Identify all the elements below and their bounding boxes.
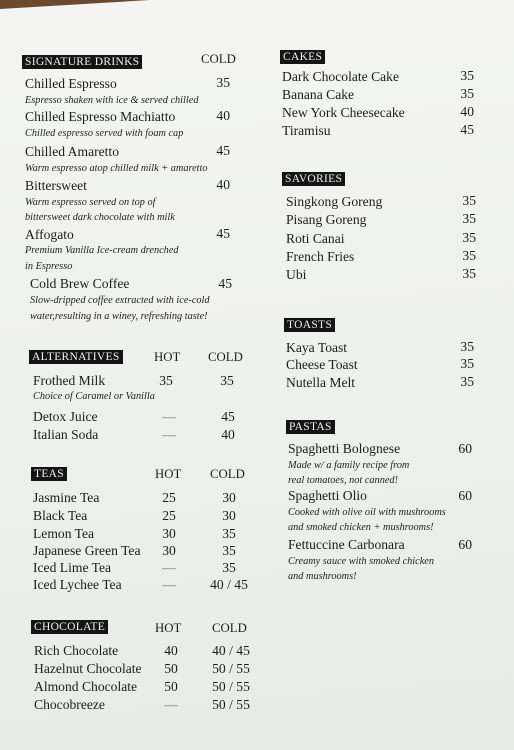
menu-item-name: Japanese Green Tea <box>33 543 141 558</box>
menu-item-name: Banana Cake <box>282 87 355 102</box>
menu-item-description: and smoked chicken + mushrooms! <box>288 522 434 533</box>
section-header-savories: SAVORIES <box>282 172 345 186</box>
menu-item-price-cold: 50 / 55 <box>212 661 250 676</box>
menu-item-price-cold: 35 <box>222 560 236 575</box>
column-header-cold: COLD <box>201 52 236 66</box>
menu-item-price: 40 <box>460 104 474 119</box>
menu-item-price: 60 <box>458 441 472 456</box>
menu-item-name: Spaghetti Olio <box>288 488 367 503</box>
menu-item-price-hot: 50 <box>164 679 178 694</box>
menu-item-name: Singkong Goreng <box>286 194 383 209</box>
menu-item-name: Lemon Tea <box>33 526 95 541</box>
menu-item-price-cold: 40 <box>216 108 230 123</box>
menu-item-name: Spaghetti Bolognese <box>288 441 401 456</box>
menu-item-name: Kaya Toast <box>286 340 348 355</box>
menu-item-description: Chilled espresso served with foam cap <box>25 128 184 139</box>
menu-item-price-hot: 25 <box>162 490 176 505</box>
menu-item-name: Ubi <box>286 267 307 282</box>
menu-item-price: 35 <box>460 86 474 101</box>
menu-item-name: Chilled Amaretto <box>25 144 120 159</box>
column-header-hot: HOT <box>154 350 181 364</box>
menu-item-price-cold: 40 / 45 <box>210 577 248 592</box>
menu-item-price-cold: 45 <box>221 409 235 424</box>
menu-item-price: 35 <box>462 230 476 245</box>
section-header-cakes: CAKES <box>280 50 325 64</box>
menu-item-description: Choice of Caramel or Vanilla <box>33 391 155 402</box>
menu-item-price: 35 <box>460 356 474 371</box>
menu-item-description: Espresso shaken with ice & served chilled <box>25 95 199 106</box>
menu-item-price-hot: — <box>162 409 176 424</box>
menu-item-name: Cold Brew Coffee <box>30 276 130 291</box>
menu-item-price: 35 <box>462 248 476 263</box>
menu-item-price-cold: 35 <box>216 75 230 90</box>
menu-item-price-hot: 40 <box>164 643 178 658</box>
menu-item-price: 35 <box>460 374 474 389</box>
section-header-alternatives: ALTERNATIVES <box>29 350 123 364</box>
menu-item-name: Affogato <box>25 227 74 242</box>
menu-item-description: Cooked with olive oil with mushrooms <box>288 507 446 518</box>
menu-item-name: Italian Soda <box>33 427 99 442</box>
menu-item-name: Fettuccine Carbonara <box>288 537 405 552</box>
menu-item-name: Roti Canai <box>286 231 345 246</box>
menu-item-name: Jasmine Tea <box>33 490 100 505</box>
menu-item-name: Chocobreeze <box>34 697 105 712</box>
menu-item-price: 35 <box>462 211 476 226</box>
menu-item-name: Bittersweet <box>25 178 87 193</box>
menu-item-name: Pisang Goreng <box>286 212 367 227</box>
menu-item-price-cold: 40 / 45 <box>212 643 250 658</box>
menu-item-price: 45 <box>460 122 474 137</box>
menu-item-price-hot: 50 <box>164 661 178 676</box>
menu-item-name: Chilled Espresso Machiatto <box>25 109 176 124</box>
menu-item-price-cold: 40 <box>221 427 235 442</box>
menu-item-price-hot: 30 <box>162 526 176 541</box>
section-header-chocolate: CHOCOLATE <box>31 620 108 634</box>
menu-item-name: Black Tea <box>33 508 88 523</box>
menu-item-name: Tiramisu <box>282 123 331 138</box>
menu-item-price: 60 <box>458 537 472 552</box>
column-header-cold: COLD <box>212 621 247 635</box>
menu-item-price-cold: 45 <box>216 226 230 241</box>
menu-item-price-hot: — <box>164 697 178 712</box>
menu-item-name: Frothed Milk <box>33 373 106 388</box>
menu-item-name: Iced Lychee Tea <box>33 577 122 592</box>
menu-item-price-cold: 40 <box>216 177 230 192</box>
menu-item-price-cold: 35 <box>222 526 236 541</box>
menu-item-price-cold: 50 / 55 <box>212 679 250 694</box>
menu-item-description: Warm espresso atop chilled milk + amaretto <box>25 163 208 174</box>
menu-item-description: Premium Vanilla Ice-cream drenched <box>25 245 179 256</box>
menu-item-name: Chilled Espresso <box>25 76 117 91</box>
menu-item-price: 60 <box>458 488 472 503</box>
menu-item-price: 35 <box>462 193 476 208</box>
menu-item-description: in Espresso <box>25 261 73 272</box>
menu-item-price: 35 <box>460 68 474 83</box>
menu-item-description: Made w/ a family recipe from <box>288 460 410 471</box>
menu-item-price-cold: 35 <box>222 543 236 558</box>
menu-item-name: French Fries <box>286 249 355 264</box>
menu-item-description: and mushrooms! <box>288 571 357 582</box>
section-header-signature-drinks: SIGNATURE DRINKS <box>22 55 142 69</box>
menu-item-description: Creamy sauce with smoked chicken <box>288 556 435 567</box>
menu-item-price: 35 <box>462 266 476 281</box>
menu-item-price-cold: 50 / 55 <box>212 697 250 712</box>
column-header-hot: HOT <box>155 621 182 635</box>
menu-item-description: water,resulting in a winey, refreshing taste! <box>30 311 208 322</box>
menu-item-name: Almond Chocolate <box>34 679 138 694</box>
menu-item-name: Rich Chocolate <box>34 643 119 658</box>
column-header-hot: HOT <box>155 467 182 481</box>
menu-item-price-hot: 35 <box>159 373 173 388</box>
section-header-teas: TEAS <box>31 467 67 481</box>
menu-item-name: Cheese Toast <box>286 357 358 372</box>
menu-item-price-cold: 30 <box>222 490 236 505</box>
menu-item-description: Warm espresso served on top of <box>25 197 156 208</box>
menu-item-price-hot: 30 <box>162 543 176 558</box>
section-header-toasts: TOASTS <box>284 318 335 332</box>
menu-item-name: Detox Juice <box>33 409 98 424</box>
menu-item-description: Slow-dripped coffee extracted with ice-cold <box>30 295 210 306</box>
menu-item-price: 35 <box>460 339 474 354</box>
menu-item-name: Hazelnut Chocolate <box>34 661 142 676</box>
menu-item-price-cold: 30 <box>222 508 236 523</box>
menu-item-description: bittersweet dark chocolate with milk <box>25 212 175 223</box>
menu-item-name: New York Cheesecake <box>282 105 405 120</box>
menu-item-name: Dark Chocolate Cake <box>282 69 400 84</box>
menu-item-price-cold: 45 <box>218 276 232 291</box>
menu-item-name: Nutella Melt <box>286 375 356 390</box>
menu-item-price-hot: — <box>162 560 176 575</box>
menu-item-price-hot: — <box>162 427 176 442</box>
menu-item-price-cold: 45 <box>216 143 230 158</box>
menu-item-price-hot: 25 <box>162 508 176 523</box>
menu-item-price-cold: 35 <box>220 373 234 388</box>
section-header-pastas: PASTAS <box>286 420 335 434</box>
menu-item-name: Iced Lime Tea <box>33 560 112 575</box>
menu-item-price-hot: — <box>162 577 176 592</box>
column-header-cold: COLD <box>208 350 243 364</box>
menu-item-description: real tomatoes, not canned! <box>288 475 399 486</box>
column-header-cold: COLD <box>210 467 245 481</box>
